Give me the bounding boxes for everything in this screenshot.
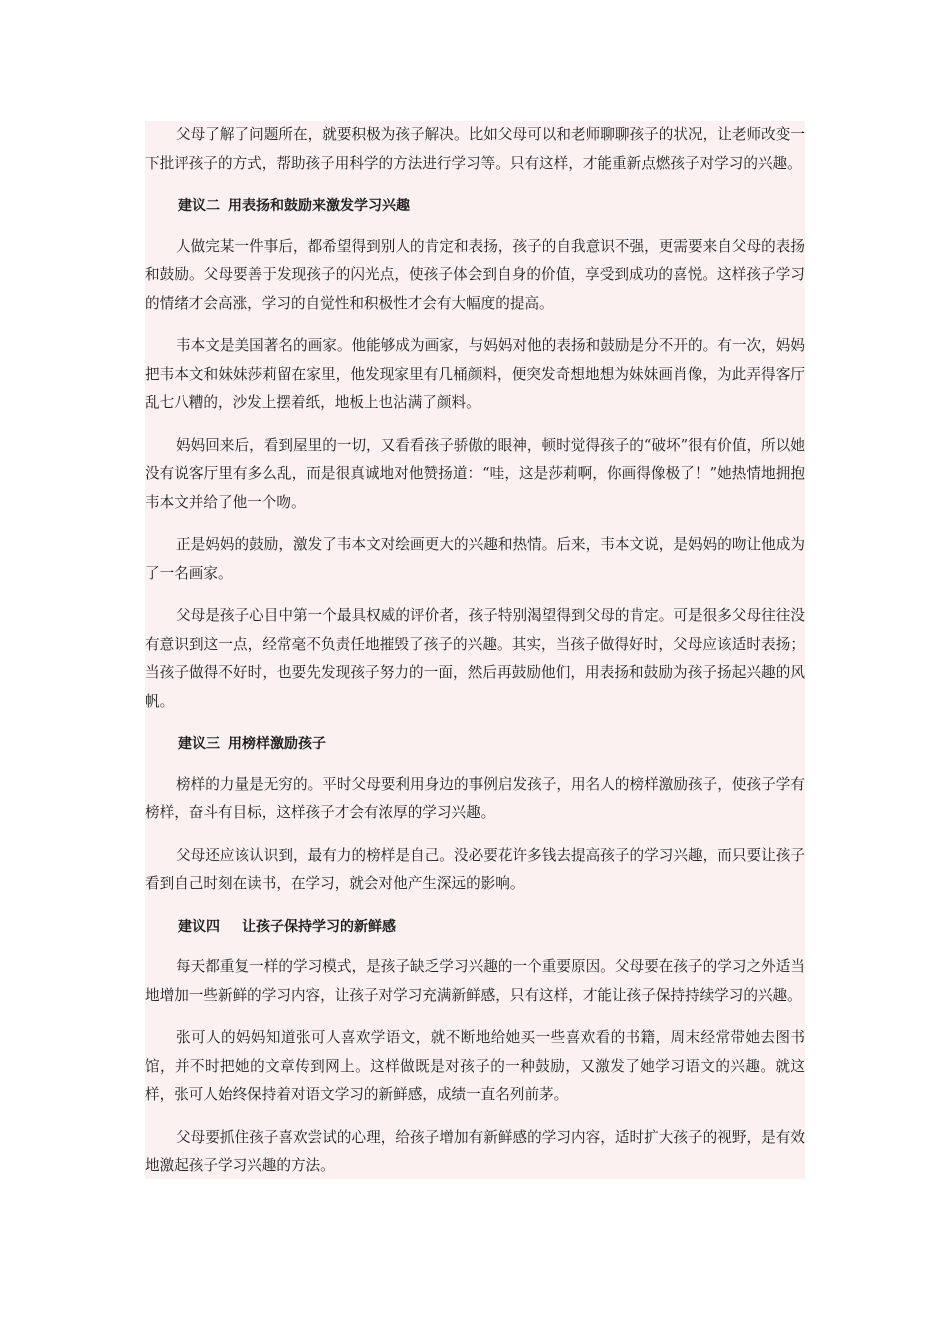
paragraph: 父母还应该认识到，最有力的榜样是自己。没必要花许多钱去提高孩子的学习兴趣，而只要让孩子看到自己时刻在读书，在学习，就会对他产生深远的影响。 — [145, 846, 805, 892]
section-heading-2 — [145, 192, 805, 221]
paragraph: 韦本文是美国著名的画家。他能够成为画家，与妈妈对他的表扬和鼓励是分不开的。有一次，妈妈把韦本文和妹妹莎莉留在家里，他发现家里有几桶颜料，便突发奇想地想为妹妹画肖像，为此弄得客厅乱七八糟的，沙发上摆着纸，地板上也沾满了颜料。 — [145, 337, 805, 411]
section-heading-3 — [145, 730, 805, 759]
paragraph: 每天都重复一样的学习模式，是孩子缺乏学习兴趣的一个重要原因。父母要在孩子的学习之外适当地增加一些新鲜的学习内容，让孩子对学习充满新鲜感，只有这样，才能让孩子保持持续学习的兴趣。 — [145, 958, 805, 1004]
heading-label: 建议二 — [178, 198, 220, 214]
paragraph: 正是妈妈的鼓励，激发了韦本文对绘画更大的兴趣和热情。后来，韦本文说，是妈妈的吻让他成为了一名画家。 — [145, 536, 805, 582]
paragraph: 父母是孩子心目中第一个最具权威的评价者，孩子特别渴望得到父母的肯定。可是很多父母往往没有意识到这一点，经常毫不负责任地摧毁了孩子的兴趣。其实，当孩子做得好时，父母应该适时表扬；当孩子做得不好时，也要先发现孩子努力的一面，然后再鼓励他们，用表扬和鼓励为孩子扬起兴趣的风帆。 — [145, 607, 805, 710]
paragraph: 父母要抓住孩子喜欢尝试的心理，给孩子增加有新鲜感的学习内容，适时扩大孩子的视野，是有效地激起孩子学习兴趣的方法。 — [145, 1128, 805, 1174]
heading-label: 建议三 — [178, 736, 220, 752]
paragraph: 张可人的妈妈知道张可人喜欢学语文，就不断地给她买一些喜欢看的书籍，周末经常带她去图书馆，并不时把她的文章传到网上。这样做既是对孩子的一种鼓励，又激发了她学习语文的兴趣。就这样，张可人始终保持着对语文学习的新鲜感，成绩一直名列前茅。 — [145, 1029, 805, 1103]
heading-title: 用表扬和鼓励来激发学习兴趣 — [228, 198, 410, 214]
section-heading-4 — [145, 913, 805, 942]
paragraph: 榜样的力量是无穷的。平时父母要利用身边的事例启发孩子，用名人的榜样激励孩子，使孩子学有榜样，奋斗有目标，这样孩子才会有浓厚的学习兴趣。 — [145, 775, 805, 821]
article-body — [145, 121, 805, 1179]
heading-label: 建议四 — [178, 918, 220, 935]
heading-title: 让孩子保持学习的新鲜感 — [242, 918, 396, 935]
paragraph: 人做完某一件事后，都希望得到别人的肯定和表扬，孩子的自我意识不强，更需要来自父母的表扬和鼓励。父母要善于发现孩子的闪光点，使孩子体会到自身的价值，享受到成功的喜悦。这样孩子学习的情绪才会高涨，学习的自觉性和积极性才会有大幅度的提高。 — [145, 237, 805, 312]
paragraph: 父母了解了问题所在，就要积极为孩子解决。比如父母可以和老师聊聊孩子的状况，让老师改变一下批评孩子的方式，帮助孩子用科学的方法进行学习等。只有这样，才能重新点燃孩子对学习的兴趣。 — [145, 126, 805, 172]
heading-title: 用榜样激励孩子 — [228, 736, 326, 752]
paragraph: 妈妈回来后，看到屋里的一切，又看看孩子骄傲的眼神，顿时觉得孩子的“破坏”很有价值，所以她没有说客厅里有多么乱，而是很真诚地对他赞扬道：“哇，这是莎莉啊，你画得像极了！”她热情地拥抱韦本文并给了他一个吻。 — [145, 436, 805, 511]
